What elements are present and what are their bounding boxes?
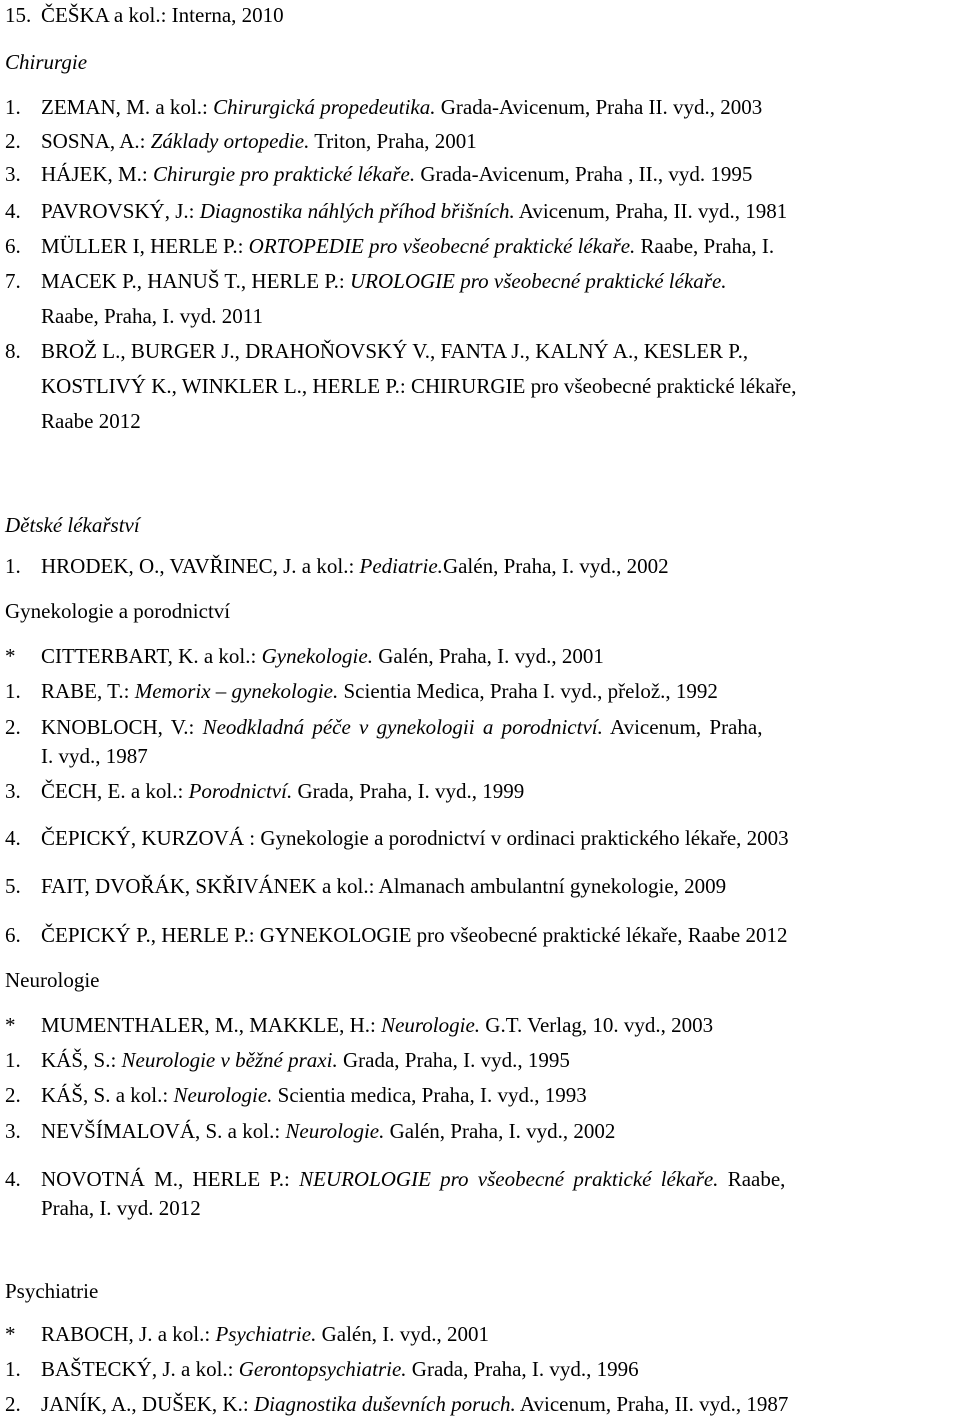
item-text: RABE, T.: Memorix – gynekologie. Scientia Medica, Praha I. vyd., přelož., 1992 — [41, 679, 718, 703]
item-text: NOVOTNÁ M., HERLE P.: NEUROLOGIE pro všeobecné praktické lékaře. Raabe, — [41, 1167, 786, 1191]
item-number: 3. — [5, 162, 21, 186]
item-text: JANÍK, A., DUŠEK, K.: Diagnostika duševních poruch. Avicenum, Praha, II. vyd., 1987 — [41, 1392, 789, 1416]
item-text: ČECH, E. a kol.: Porodnictví. Grada, Praha, I. vyd., 1999 — [41, 779, 525, 803]
item-text: KOSTLIVÝ K., WINKLER L., HERLE P.: CHIRURGIE pro všeobecné praktické lékaře, — [41, 374, 797, 398]
item-text: MACEK P., HANUŠ T., HERLE P.: UROLOGIE pro všeobecné praktické lékaře. — [41, 269, 727, 293]
item-text: NEVŠÍMALOVÁ, S. a kol.: Neurologie. Galén, Praha, I. vyd., 2002 — [41, 1119, 616, 1143]
item-number: 1. — [5, 1048, 21, 1072]
item-number: * — [5, 1322, 16, 1346]
item-number: 4. — [5, 1167, 21, 1191]
item-number: 15. — [5, 3, 32, 27]
item-text: PAVROVSKÝ, J.: Diagnostika náhlých příhod břišních. Avicenum, Praha, II. vyd., 1981 — [41, 199, 788, 223]
item-number: 4. — [5, 826, 21, 850]
item-number: 6. — [5, 923, 21, 947]
item-number: 2. — [5, 715, 21, 739]
item-number: 3. — [5, 1119, 21, 1143]
item-number: 2. — [5, 1392, 21, 1416]
section-heading-neurologie: Neurologie — [5, 968, 100, 992]
item-number: 2. — [5, 1083, 21, 1107]
item-number: 4. — [5, 199, 21, 223]
item-text: Praha, I. vyd. 2012 — [41, 1196, 201, 1220]
item-text: KNOBLOCH, V.: Neodkladná péče v gynekologii a porodnictví. Avicenum, Praha, — [41, 715, 763, 739]
item-text: MUMENTHALER, M., MAKKLE, H.: Neurologie. G.T. Verlag, 10. vyd., 2003 — [41, 1013, 714, 1037]
item-number: 8. — [5, 339, 21, 363]
item-number: * — [5, 644, 16, 668]
item-number: 3. — [5, 779, 21, 803]
item-text: KÁŠ, S. a kol.: Neurologie. Scientia medica, Praha, I. vyd., 1993 — [41, 1083, 587, 1107]
item-number: 5. — [5, 874, 21, 898]
item-number: 1. — [5, 679, 21, 703]
item-text: CITTERBART, K. a kol.: Gynekologie. Galén, Praha, I. vyd., 2001 — [41, 644, 604, 668]
section-heading-gynekologie: Gynekologie a porodnictví — [5, 599, 231, 623]
item-text: BROŽ L., BURGER J., DRAHOŇOVSKÝ V., FANTA J., KALNÝ A., KESLER P., — [41, 339, 749, 363]
item-text: MÜLLER I, HERLE P.: ORTOPEDIE pro všeobecné praktické lékaře. Raabe, Praha, I. — [41, 234, 775, 258]
item-text: ČEPICKÝ, KURZOVÁ : Gynekologie a porodnictví v ordinaci praktického lékaře, 2003 — [41, 826, 789, 850]
item-text: KÁŠ, S.: Neurologie v běžné praxi. Grada, Praha, I. vyd., 1995 — [41, 1048, 570, 1072]
item-text: BAŠTECKÝ, J. a kol.: Gerontopsychiatrie. Grada, Praha, I. vyd., 1996 — [41, 1357, 639, 1381]
item-number: * — [5, 1013, 16, 1037]
item-number: 2. — [5, 129, 21, 153]
item-text: FAIT, DVOŘÁK, SKŘIVÁNEK a kol.: Almanach ambulantní gynekologie, 2009 — [41, 874, 727, 898]
item-text: ČEŠKA a kol.: Interna, 2010 — [41, 3, 284, 27]
item-number: 1. — [5, 1357, 21, 1381]
item-number: 6. — [5, 234, 21, 258]
item-text: HÁJEK, M.: Chirurgie pro praktické lékaře. Grada-Avicenum, Praha , II., vyd. 1995 — [41, 162, 753, 186]
item-text: I. vyd., 1987 — [41, 744, 148, 768]
item-number: 7. — [5, 269, 21, 293]
item-number: 1. — [5, 95, 21, 119]
item-text: Raabe 2012 — [41, 409, 141, 433]
section-heading-psychiatrie: Psychiatrie — [5, 1279, 99, 1303]
item-text: ZEMAN, M. a kol.: Chirurgická propedeutika. Grada-Avicenum, Praha II. vyd., 2003 — [41, 95, 763, 119]
section-heading-detske: Dětské lékařství — [5, 513, 140, 537]
item-text: HRODEK, O., VAVŘINEC, J. a kol.: Pediatrie.Galén, Praha, I. vyd., 2002 — [41, 554, 669, 578]
item-text: RABOCH, J. a kol.: Psychiatrie. Galén, I. vyd., 2001 — [41, 1322, 489, 1346]
item-number: 1. — [5, 554, 21, 578]
item-text: Raabe, Praha, I. vyd. 2011 — [41, 304, 263, 328]
section-heading-chirurgie: Chirurgie — [5, 50, 88, 74]
item-text: SOSNA, A.: Základy ortopedie. Triton, Praha, 2001 — [41, 129, 477, 153]
item-text: ČEPICKÝ P., HERLE P.: GYNEKOLOGIE pro všeobecné praktické lékaře, Raabe 2012 — [41, 923, 788, 947]
